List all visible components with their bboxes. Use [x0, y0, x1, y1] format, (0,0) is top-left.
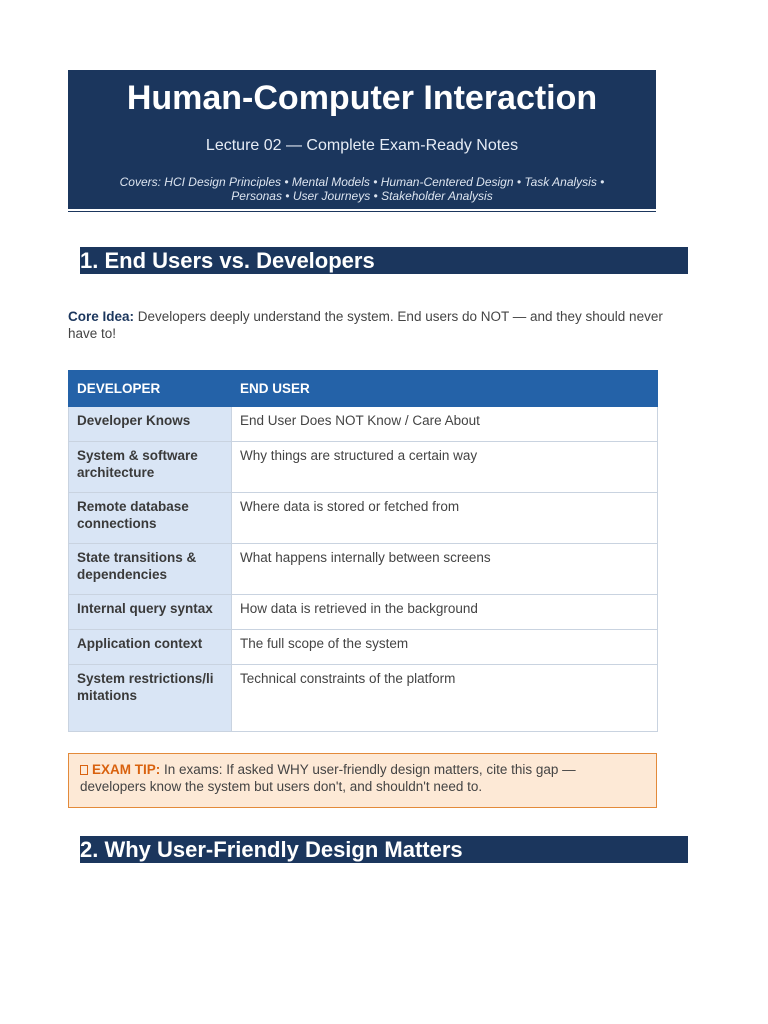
title-banner — [68, 70, 656, 211]
end-user-cell: Where data is stored or fetched from — [232, 493, 658, 544]
end-user-cell: How data is retrieved in the background — [232, 595, 658, 630]
core-idea-label: Core Idea: — [68, 309, 135, 324]
developer-vs-user-table — [68, 370, 658, 732]
end-user-cell: Technical constraints of the platform — [232, 665, 658, 732]
table-header-row — [69, 371, 658, 407]
tip-icon — [80, 765, 88, 775]
covers-line — [98, 175, 626, 203]
table-row — [69, 595, 658, 630]
exam-tip-box — [68, 753, 657, 808]
end-user-cell: End User Does NOT Know / Care About — [232, 407, 658, 442]
header-developer: DEVELOPER — [69, 371, 232, 407]
developer-cell: System & software architecture — [69, 442, 232, 493]
developer-cell: Remote database connections — [69, 493, 232, 544]
table-row — [69, 544, 658, 595]
exam-tip-text: In exams: If asked WHY user-friendly design matters, cite this gap — developers know the system but users don't, and shouldn't need to. — [80, 762, 576, 794]
table-row — [69, 407, 658, 442]
table-row — [69, 442, 658, 493]
end-user-cell: The full scope of the system — [232, 630, 658, 665]
page-title: Human-Computer Interaction — [126, 79, 598, 117]
developer-cell: System restrictions/limitations — [69, 665, 232, 732]
header-end-user: END USER — [232, 371, 658, 407]
section-heading-why-design: 2. Why User-Friendly Design Matters — [80, 836, 688, 863]
end-user-cell: Why things are structured a certain way — [232, 442, 658, 493]
table-row — [69, 493, 658, 544]
developer-cell: Developer Knows — [69, 407, 232, 442]
developer-cell: State transitions & dependencies — [69, 544, 232, 595]
core-idea-text: Developers deeply understand the system. End users do NOT — and they should never have to! — [68, 309, 663, 341]
section-heading-end-users: 1. End Users vs. Developers — [80, 247, 688, 274]
developer-cell: Internal query syntax — [69, 595, 232, 630]
page-subtitle: Lecture 02 — Complete Exam-Ready Notes — [205, 137, 519, 154]
end-user-cell: What happens internally between screens — [232, 544, 658, 595]
table-row — [69, 630, 658, 665]
developer-cell: Application context — [69, 630, 232, 665]
covers-line-2: Personas • User Journeys • Stakeholder Analysis — [231, 189, 493, 203]
core-idea — [68, 308, 688, 342]
table-row — [69, 665, 658, 732]
exam-tip-label: EXAM TIP: — [92, 762, 161, 777]
covers-line-1: Covers: HCI Design Principles • Mental Models • Human-Centered Design • Task Analysis • — [119, 175, 605, 189]
